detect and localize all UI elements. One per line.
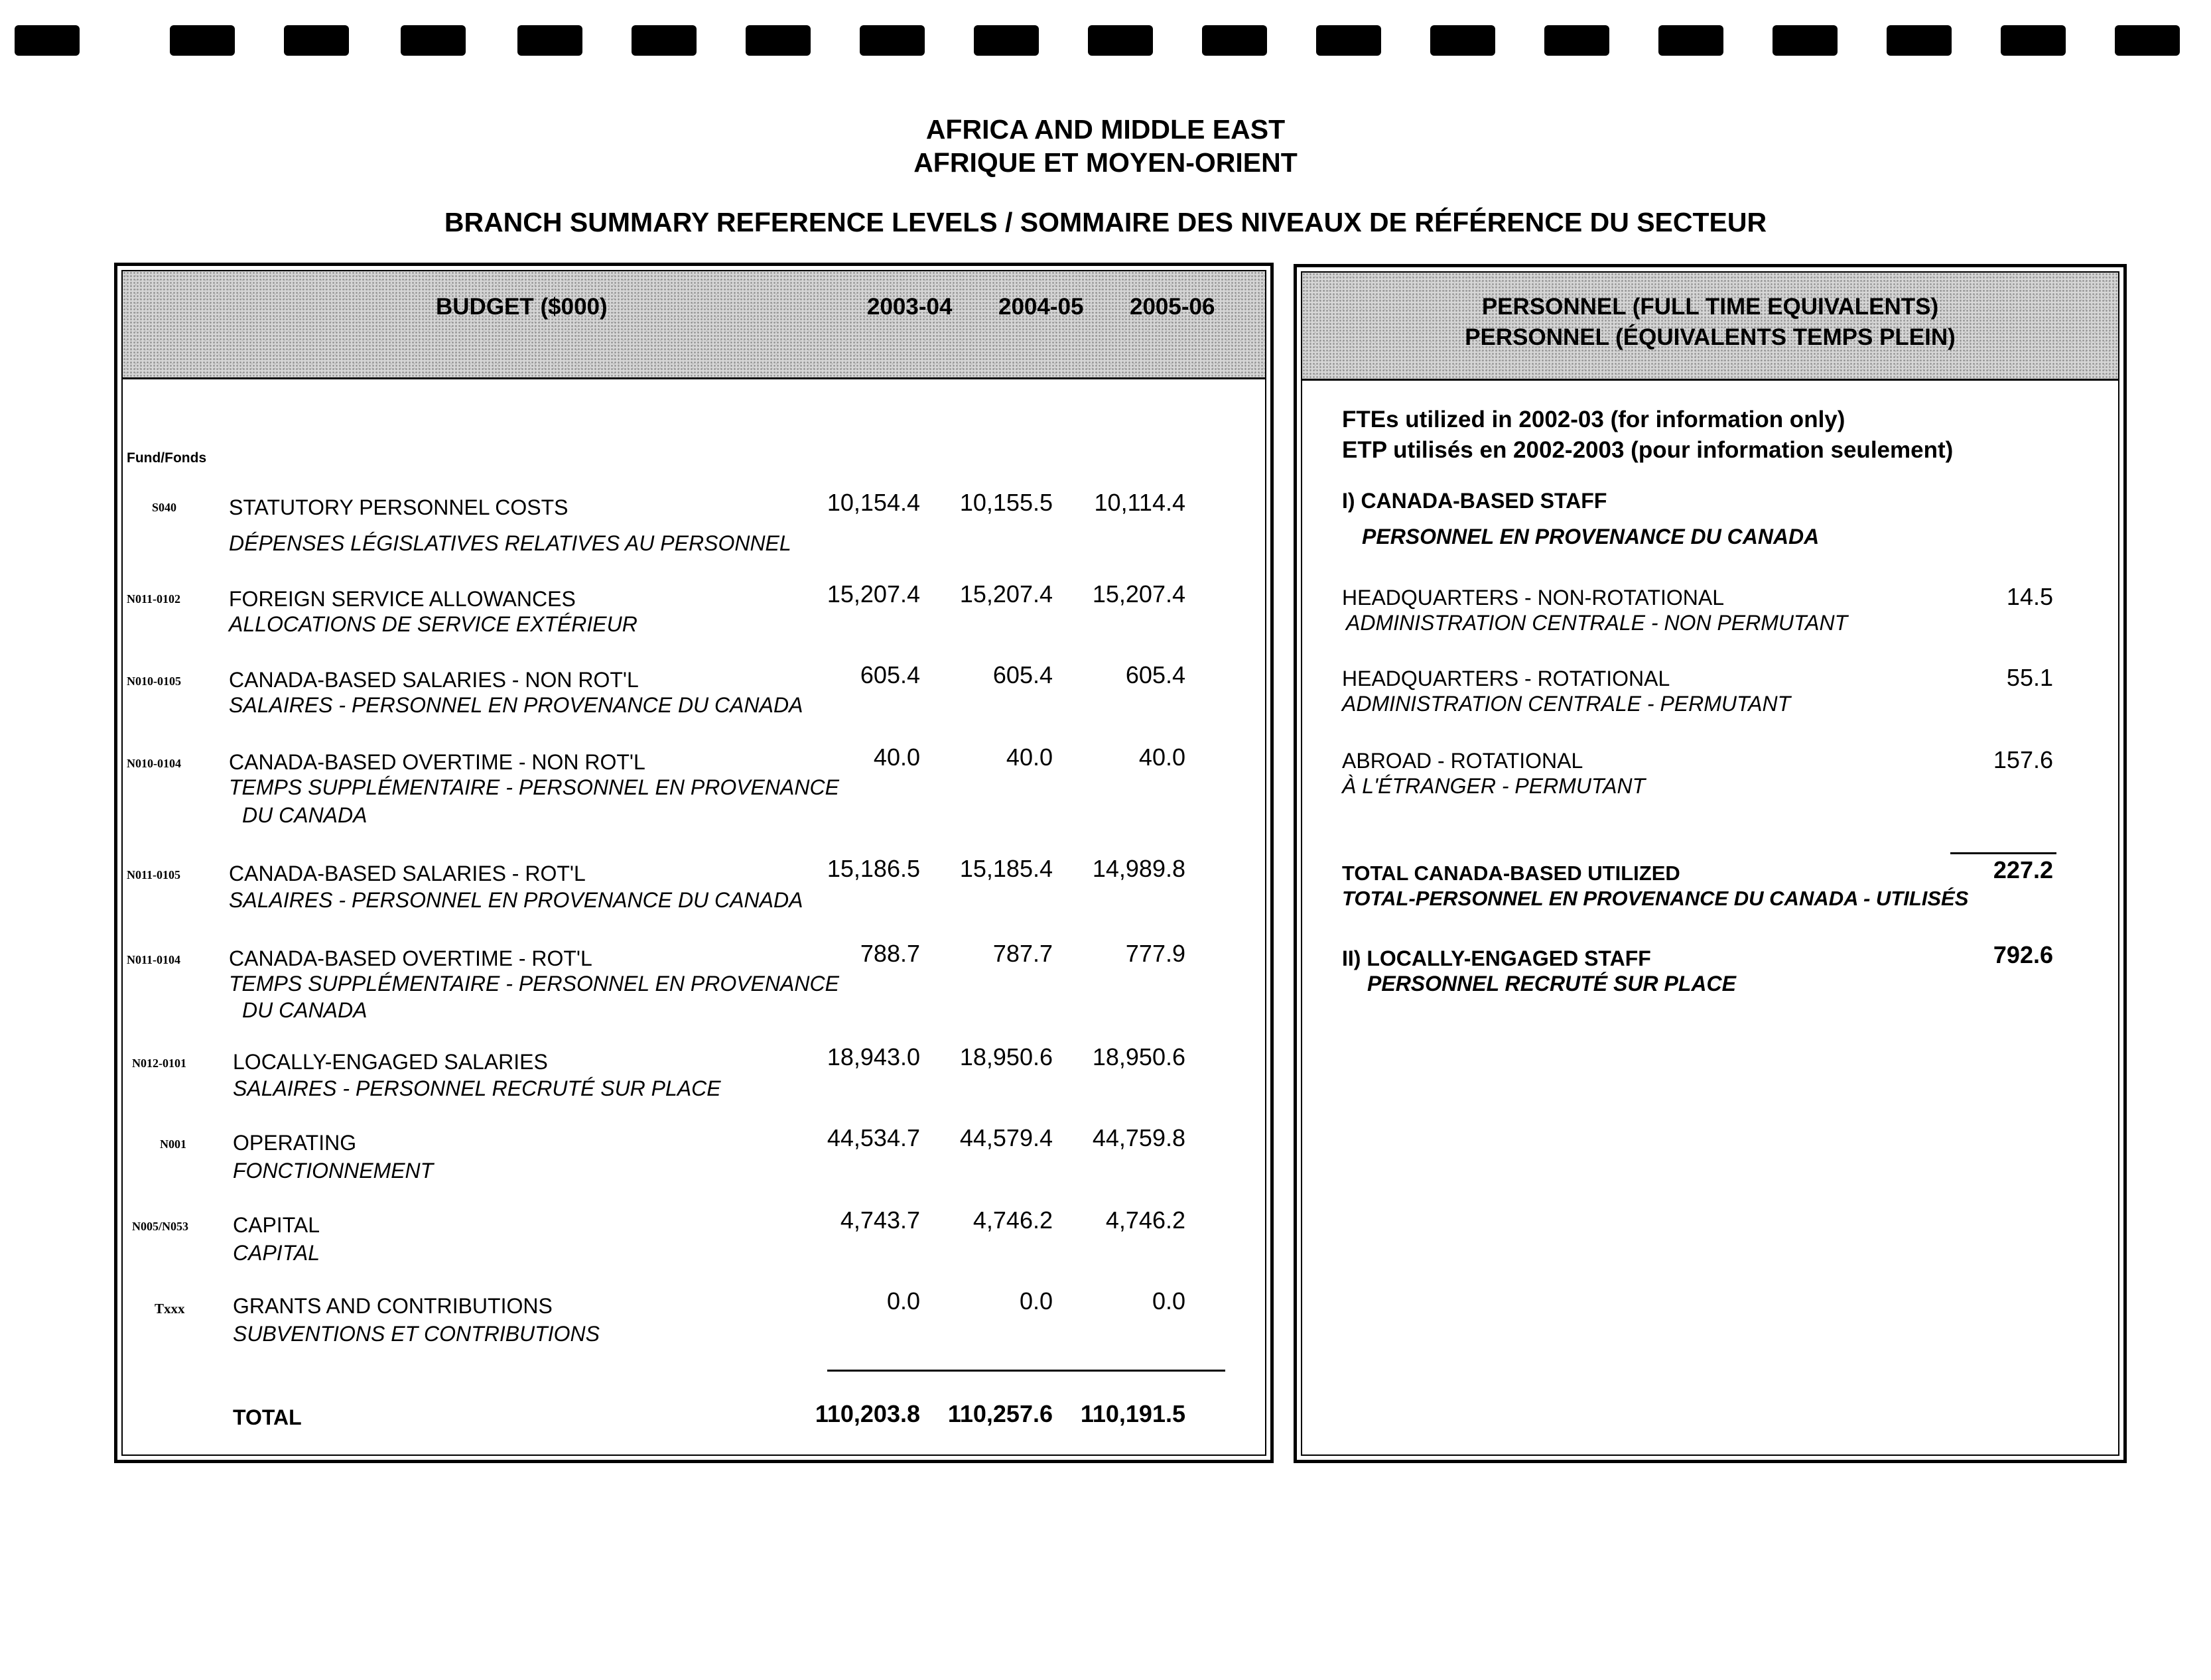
row-label-en: CANADA-BASED OVERTIME - NON ROT'L (229, 750, 645, 774)
value-2005-06: 777.9 (1125, 940, 1185, 967)
personnel-header-en: PERSONNEL (FULL TIME EQUIVALENTS) (1481, 294, 1939, 320)
fte-value: 55.1 (2006, 664, 2053, 691)
row-label-fr: TEMPS SUPPLÉMENTAIRE - PERSONNEL EN PROVENANCE (229, 972, 839, 996)
total-rule (1950, 852, 2056, 854)
row-label-fr: DÉPENSES LÉGISLATIVES RELATIVES AU PERSONNEL (229, 531, 791, 555)
value-2005-06: 14,989.8 (1092, 855, 1185, 882)
value-2004-05: 18,950.6 (959, 1043, 1053, 1070)
value-2005-06: 10,114.4 (1094, 489, 1185, 516)
section-local-staff-fr: PERSONNEL RECRUTÉ SUR PLACE (1367, 972, 1736, 996)
fund-code: N010-0105 (127, 675, 181, 688)
value-2004-05: 0.0 (1019, 1287, 1053, 1315)
year-header-3: 2005-06 (1130, 294, 1215, 320)
value-2003-04: 40.0 (873, 743, 920, 771)
document-subtitle: BRANCH SUMMARY REFERENCE LEVELS / SOMMAIRE DES NIVEAUX DE RÉFÉRENCE DU SECTEUR (444, 207, 1767, 237)
value-2003-04: 0.0 (886, 1287, 920, 1315)
value-2003-04: 4,743.7 (840, 1206, 920, 1234)
value-2004-05: 787.7 (992, 940, 1053, 967)
fund-code: N001 (160, 1137, 186, 1151)
fund-code: Txxx (155, 1301, 185, 1317)
row-label-fr: À L'ÉTRANGER - PERMUTANT (1342, 774, 1646, 798)
personnel-panel (1294, 264, 2127, 1463)
local-staff-value: 792.6 (1993, 941, 2053, 968)
fund-code: N005/N053 (132, 1220, 188, 1233)
fund-code: S040 (152, 501, 177, 514)
value-2004-05: 40.0 (1006, 743, 1053, 771)
total-label: TOTAL (233, 1405, 302, 1429)
total-rule (827, 1370, 1225, 1372)
total-canada-based-fr: TOTAL-PERSONNEL EN PROVENANCE DU CANADA - UTILISÉS (1342, 887, 1969, 910)
row-label-fr: SALAIRES - PERSONNEL EN PROVENANCE DU CANADA (229, 888, 803, 912)
fund-code: N010-0104 (127, 757, 181, 770)
section-canada-staff-en: I) CANADA-BASED STAFF (1342, 489, 1607, 513)
value-2005-06: 4,746.2 (1105, 1206, 1185, 1234)
value-2003-04: 605.4 (860, 661, 920, 688)
value-2005-06: 44,759.8 (1092, 1124, 1185, 1151)
value-2005-06: 0.0 (1152, 1287, 1185, 1315)
row-label-en: STATUTORY PERSONNEL COSTS (229, 495, 569, 519)
row-label-fr-continued: DU CANADA (242, 803, 368, 827)
value-2004-05: 15,185.4 (959, 855, 1053, 882)
value-2005-06: 18,950.6 (1092, 1043, 1185, 1070)
row-label-fr: SALAIRES - PERSONNEL EN PROVENANCE DU CANADA (229, 693, 803, 717)
value-2004-05: 605.4 (992, 661, 1053, 688)
fte-value: 157.6 (1993, 746, 2053, 773)
fte-value: 14.5 (2006, 583, 2053, 610)
row-label-en: FOREIGN SERVICE ALLOWANCES (229, 587, 576, 611)
value-2003-04: 18,943.0 (827, 1043, 920, 1070)
value-2003-04: 44,534.7 (827, 1124, 920, 1151)
row-label-en: CAPITAL (233, 1213, 320, 1237)
total-2003-04: 110,203.8 (815, 1400, 920, 1427)
row-label-fr: CAPITAL (233, 1241, 320, 1265)
value-2004-05: 4,746.2 (972, 1206, 1053, 1234)
personnel-header-fr: PERSONNEL (ÉQUIVALENTS TEMPS PLEIN) (1465, 324, 1956, 350)
value-2005-06: 40.0 (1138, 743, 1185, 771)
value-2004-05: 10,155.5 (959, 489, 1053, 516)
budget-panel (114, 263, 1274, 1463)
total-canada-based-en: TOTAL CANADA-BASED UTILIZED (1342, 862, 1680, 885)
year-header-2: 2004-05 (998, 294, 1084, 320)
total-canada-based-value: 227.2 (1993, 856, 2053, 883)
value-2004-05: 44,579.4 (959, 1124, 1053, 1151)
budget-header: BUDGET ($000) (436, 294, 608, 320)
row-label-fr: SALAIRES - PERSONNEL RECRUTÉ SUR PLACE (233, 1076, 721, 1100)
row-label-en: OPERATING (233, 1131, 357, 1155)
row-label-fr: SUBVENTIONS ET CONTRIBUTIONS (233, 1322, 600, 1346)
value-2004-05: 15,207.4 (959, 580, 1053, 608)
value-2005-06: 15,207.4 (1092, 580, 1185, 608)
fund-label: Fund/Fonds (127, 450, 207, 466)
section-canada-staff-fr: PERSONNEL EN PROVENANCE DU CANADA (1362, 525, 1820, 549)
row-label-en: HEADQUARTERS - NON-ROTATIONAL (1342, 586, 1725, 610)
fte-intro-fr: ETP utilisés en 2002-2003 (pour information seulement) (1342, 437, 1954, 463)
fund-code: N011-0104 (127, 953, 180, 966)
budget-header-band (123, 271, 1265, 379)
row-label-fr: TEMPS SUPPLÉMENTAIRE - PERSONNEL EN PROVENANCE (229, 775, 839, 799)
fund-code: N011-0102 (127, 592, 180, 606)
year-header-1: 2003-04 (867, 294, 953, 320)
row-label-en: ABROAD - ROTATIONAL (1342, 749, 1583, 773)
row-label-en: HEADQUARTERS - ROTATIONAL (1342, 667, 1670, 690)
row-label-en: CANADA-BASED SALARIES - NON ROT'L (229, 668, 639, 692)
row-label-fr: ALLOCATIONS DE SERVICE EXTÉRIEUR (229, 612, 637, 636)
row-label-fr: ADMINISTRATION CENTRALE - NON PERMUTANT (1346, 611, 1848, 635)
row-label-fr: ADMINISTRATION CENTRALE - PERMUTANT (1342, 692, 1791, 716)
value-2003-04: 15,207.4 (827, 580, 920, 608)
punch-hole-strip (0, 25, 2211, 62)
value-2003-04: 10,154.4 (827, 489, 920, 516)
section-local-staff-en: II) LOCALLY-ENGAGED STAFF (1342, 946, 1651, 970)
region-title-fr: AFRIQUE ET MOYEN-ORIENT (913, 147, 1298, 178)
fte-intro-en: FTEs utilized in 2002-03 (for information only) (1342, 407, 1845, 432)
row-label-en: CANADA-BASED SALARIES - ROT'L (229, 862, 586, 885)
region-title-en: AFRICA AND MIDDLE EAST (925, 114, 1286, 145)
total-2005-06: 110,191.5 (1080, 1400, 1185, 1427)
value-2003-04: 788.7 (860, 940, 920, 967)
fund-code: N011-0105 (127, 868, 180, 881)
value-2005-06: 605.4 (1125, 661, 1185, 688)
row-label-fr: FONCTIONNEMENT (233, 1159, 434, 1183)
row-label-fr-continued: DU CANADA (242, 998, 368, 1022)
total-2004-05: 110,257.6 (947, 1400, 1053, 1427)
row-label-en: LOCALLY-ENGAGED SALARIES (233, 1050, 548, 1074)
row-label-en: CANADA-BASED OVERTIME - ROT'L (229, 946, 592, 970)
row-label-en: GRANTS AND CONTRIBUTIONS (233, 1294, 553, 1318)
fund-code: N012-0101 (132, 1057, 186, 1070)
value-2003-04: 15,186.5 (827, 855, 920, 882)
